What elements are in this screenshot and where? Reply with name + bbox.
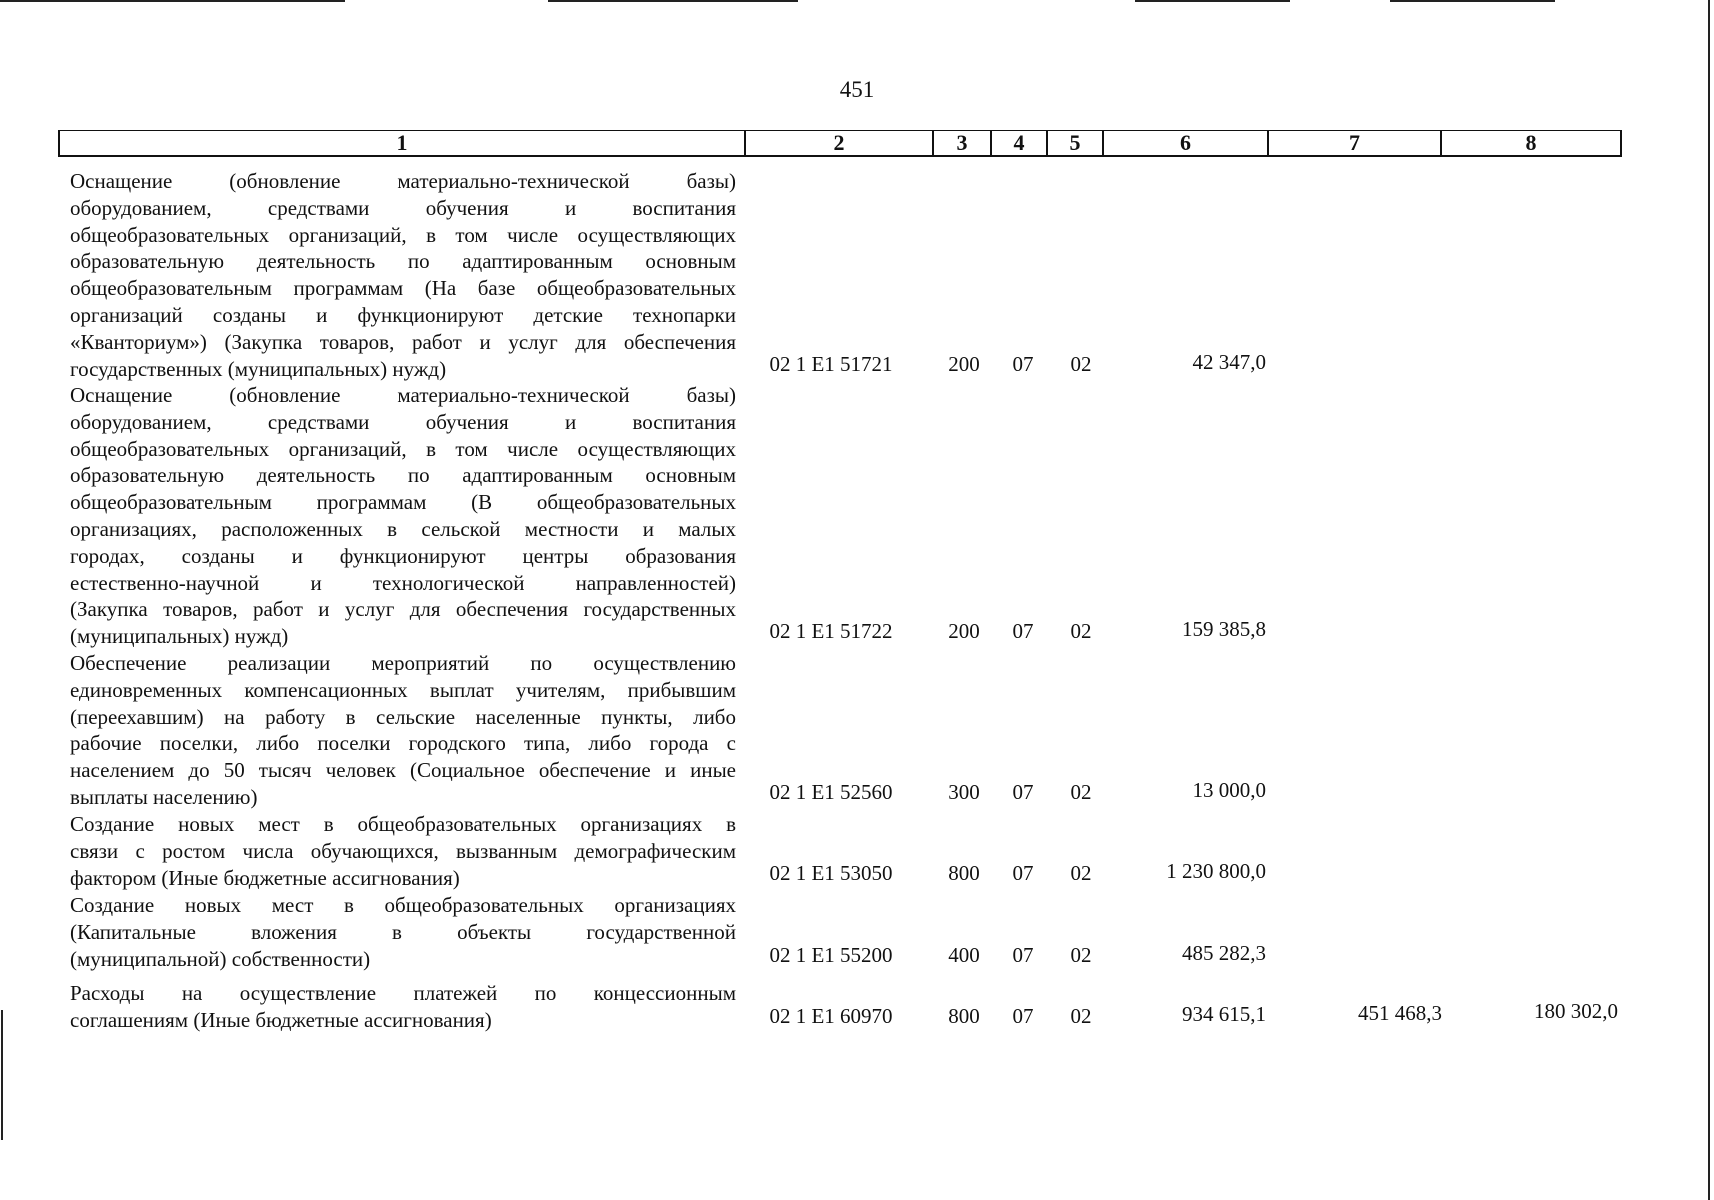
row-description: Расходы на осуществление платежей по концессионным соглашениям (Иные бюджетные ассигнования) [70,981,736,1032]
scan-edge-top-3 [1135,0,1290,2]
row-col4: 07 [1012,619,1034,643]
scan-edge-right [1708,0,1710,1200]
row-col6: 1 230 800,0 [1166,859,1266,883]
scan-edge-top-4 [1390,0,1555,2]
row-col3: 800 [948,1004,980,1028]
row-col6: 159 385,8 [1182,617,1266,641]
row-description: Оснащение (обновление материально-технической базы) оборудованием, средствами обучения и воспитания общеобразовательных организаций, в том числе осуществляющих образовательную деятельность по адаптированным основным общеобразовательным программам (На базе общеобразовательных организаций созданы и функционируют детские технопарки «Кванториум») (Закупка товаров, работ и услуг для обеспечения государственных (муниципальных) нужд) [70,169,736,381]
page-number: 451 [839,77,875,102]
row-col3: 200 [948,619,980,643]
row-col6: 13 000,0 [1192,778,1266,802]
row-description: Создание новых мест в общеобразовательных организациях (Капитальные вложения в объекты государственной (муниципальной) собственности) [70,893,736,971]
row-col5: 02 [1070,780,1092,804]
row-col5: 02 [1070,1004,1092,1028]
column-header-1: 1 [59,131,745,157]
row-col6: 485 282,3 [1182,941,1266,965]
row-code: 02 1 E1 55200 [769,943,893,967]
row-col3: 800 [948,861,980,885]
scan-edge-top-2 [548,0,798,2]
table-header [58,130,1622,157]
row-code: 02 1 E1 51721 [769,352,893,376]
scan-edge-left [1,1010,3,1140]
scan-edge-top-1 [0,0,345,2]
row-col5: 02 [1070,943,1092,967]
row-col5: 02 [1070,352,1092,376]
row-col3: 400 [948,943,980,967]
row-code: 02 1 E1 60970 [769,1004,893,1028]
row-description: Обеспечение реализации мероприятий по осуществлению единовременных компенсационных выплат учителям, прибывшим (переехавшим) на работу в сельские населенные пункты, либо рабочие поселки, либо поселки городского типа, либо города с населением до 50 тысяч человек (Социальное обеспечение и иные выплаты населению) [70,651,736,809]
row-col4: 07 [1012,943,1034,967]
column-header-8: 8 [1441,131,1621,157]
column-header-7: 7 [1268,131,1441,157]
row-description: Оснащение (обновление материально-технической базы) оборудованием, средствами обучения и воспитания общеобразовательных организаций, в том числе осуществляющих образовательную деятельность по адаптированным основным общеобразовательным программам (В общеобразовательных организациях, расположенных в сельской местности и малых городах, созданы и функционируют центры образования естественно-научной и технологической направленностей) (Закупка товаров, работ и услуг для обеспечения государственных (муниципальных) нужд) [70,383,736,649]
column-header-6: 6 [1103,131,1268,157]
row-code: 02 1 E1 51722 [769,619,893,643]
row-col5: 02 [1070,861,1092,885]
column-header-2: 2 [745,131,933,157]
row-col5: 02 [1070,619,1092,643]
column-header-4: 4 [991,131,1047,157]
row-col4: 07 [1012,780,1034,804]
row-col7: 451 468,3 [1358,1001,1442,1025]
row-col8: 180 302,0 [1534,999,1618,1023]
row-code: 02 1 E1 53050 [769,861,893,885]
row-col3: 300 [948,780,980,804]
column-header-3: 3 [933,131,991,157]
row-col6: 42 347,0 [1192,350,1266,374]
row-col4: 07 [1012,1004,1034,1028]
row-col4: 07 [1012,352,1034,376]
row-code: 02 1 E1 52560 [769,780,893,804]
row-col3: 200 [948,352,980,376]
row-col4: 07 [1012,861,1034,885]
column-header-5: 5 [1047,131,1103,157]
row-description: Создание новых мест в общеобразовательных организациях в связи с ростом числа обучающихся, вызванным демографическим фактором (Иные бюджетные ассигнования) [70,812,736,890]
row-col6: 934 615,1 [1182,1002,1266,1026]
